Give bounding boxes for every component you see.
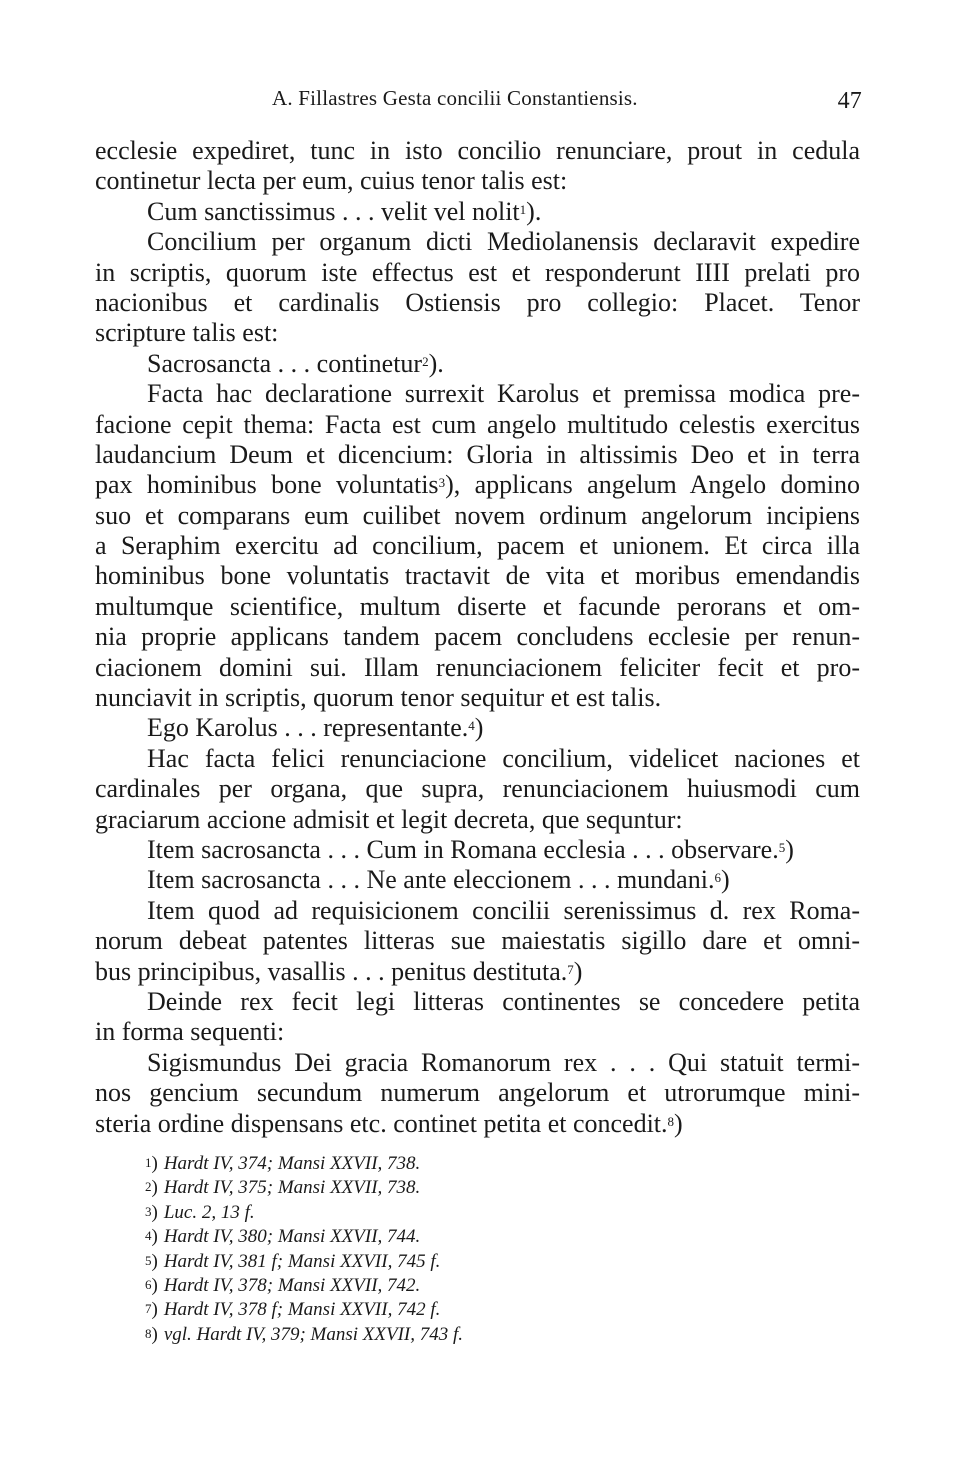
text-line-content: Item sacrosancta . . . Ne ante eleccionem . . . mundani.	[147, 865, 715, 895]
text-line	[95, 713, 860, 743]
text-line-content: norum debeat patentes litteras sue maiestatis sigillo dare et omni-	[95, 926, 860, 956]
text-line	[95, 653, 860, 683]
footnote-mark: 4	[145, 1228, 152, 1244]
text-line	[95, 896, 860, 926]
footnote-reference: 5	[778, 839, 786, 855]
footnote-reference: 3	[438, 475, 446, 491]
text-line-content: ecclesie expediret, tunc in isto concilio renunciare, prout in cedula	[95, 136, 860, 165]
text-line-content: nacionibus et cardinalis Ostiensis pro collegio: Placet. Tenor	[95, 287, 860, 317]
text-line-content: Ego Karolus . . . representante.	[147, 713, 469, 743]
text-line-tail: )	[720, 865, 730, 895]
footnote-paren: )	[151, 1323, 158, 1345]
footnote	[145, 1152, 745, 1176]
text-line-content: Hac facta felici renunciacione concilium, videlicet naciones et	[147, 743, 860, 773]
footnote-reference: 8	[667, 1113, 675, 1129]
footnote	[145, 1176, 745, 1200]
footnote-text: Hardt IV, 375; Mansi XXVII, 738.	[163, 1177, 421, 1199]
running-title: A. Fillastres Gesta concilii Constantiensis.	[272, 86, 638, 110]
text-line	[95, 410, 860, 440]
footnote-paren: )	[151, 1250, 158, 1272]
text-line	[95, 440, 860, 470]
body-text	[95, 136, 860, 1139]
footnotes	[145, 1152, 745, 1347]
text-line	[95, 774, 860, 804]
footnote-text: vgl. Hardt IV, 379; Mansi XXVII, 743 f.	[163, 1323, 464, 1345]
text-line	[95, 379, 860, 409]
text-line-content: scripture talis est:	[95, 318, 279, 348]
text-line	[95, 288, 860, 318]
footnote-text: Hardt IV, 381 f; Mansi XXVII, 745 f.	[163, 1250, 441, 1272]
text-line	[95, 197, 860, 227]
text-line-tail: )	[573, 956, 583, 986]
footnote	[145, 1201, 745, 1225]
footnote-text: Hardt IV, 374; Mansi XXVII, 738.	[163, 1153, 421, 1174]
text-line-content: continetur lecta per eum, cuius tenor talis est:	[95, 166, 568, 196]
footnote-text: Hardt IV, 378 f; Mansi XXVII, 742 f.	[163, 1299, 441, 1321]
text-line	[95, 349, 860, 379]
text-line-content: graciarum accione admisit et legit decreta, que sequntur:	[95, 804, 683, 834]
text-line-tail: )	[674, 1108, 683, 1138]
footnote-paren: )	[151, 1275, 158, 1297]
footnote	[145, 1298, 745, 1322]
text-line	[95, 501, 860, 531]
footnote-mark: 6	[145, 1277, 152, 1293]
footnote-text: Hardt IV, 380; Mansi XXVII, 744.	[163, 1226, 421, 1248]
text-line-content: suo et comparans eum cuilibet novem ordinum angelorum incipiens	[95, 500, 860, 530]
footnote-mark: 3	[145, 1203, 152, 1219]
text-line	[95, 318, 860, 348]
text-line-content: pax hominibus bone voluntatis	[95, 470, 439, 500]
text-line-content: Concilium per organum dicti Mediolanensis declaravit expedire	[147, 227, 860, 257]
footnote-mark: 7	[145, 1301, 152, 1317]
text-line-content: Deinde rex fecit legi litteras continentes se concedere petita	[147, 986, 860, 1016]
text-line-content: in forma sequenti:	[95, 1017, 285, 1047]
text-line	[95, 865, 860, 895]
text-line	[95, 1017, 860, 1047]
footnote-reference: 1	[519, 201, 527, 217]
text-line	[95, 1078, 860, 1108]
text-line-tail: ), applicans angelum Angelo domino	[445, 470, 860, 500]
text-line-content: in scriptis, quorum iste effectus est et responderunt IIII prelati pro	[95, 257, 860, 287]
text-line-content: Cum sanctissimus . . . velit vel nolit	[147, 196, 520, 226]
text-line-content: a Seraphim exercitu ad concilium, pacem et unionem. Et circa illa	[95, 531, 860, 561]
footnote-mark: 1	[145, 1155, 152, 1170]
text-line-content: Sigismundus Dei gracia Romanorum rex . . . Qui statuit termi-	[147, 1047, 860, 1077]
text-line-content: nos gencium secundum numerum angelorum et utrorumque mini-	[95, 1078, 860, 1108]
text-line	[95, 835, 860, 865]
text-line	[95, 258, 860, 288]
text-line	[95, 1048, 860, 1078]
text-line	[95, 744, 860, 774]
text-line-content: Facta hac declaratione surrexit Karolus et premissa modica pre-	[147, 379, 860, 409]
footnote-reference: 2	[422, 353, 429, 369]
footnote-paren: )	[151, 1153, 158, 1174]
text-line-content: ciacionem domini sui. Illam renunciacionem feliciter fecit et pro-	[95, 652, 860, 682]
text-line	[95, 957, 860, 987]
text-line-content: multumque scientifice, multum diserte et facunde perorans et om-	[95, 591, 860, 621]
footnote	[145, 1274, 745, 1298]
footnote-paren: )	[151, 1177, 158, 1199]
text-line	[95, 227, 860, 257]
footnote	[145, 1225, 745, 1249]
text-line	[95, 470, 860, 500]
text-line-content: bus principibus, vasallis . . . penitus destituta.	[95, 956, 568, 986]
text-line-content: Item sacrosancta . . . Cum in Romana ecclesia . . . observare.	[147, 834, 779, 864]
text-line-content: facione cepit thema: Facta est cum angelo multitudo celestis exercitus	[95, 409, 860, 439]
footnote-reference: 7	[567, 961, 574, 977]
text-line-content: Item quod ad requisicionem concilii serenissimus d. rex Roma-	[147, 895, 860, 925]
text-line-tail: ).	[526, 196, 542, 226]
text-line-tail: ).	[428, 348, 444, 378]
footnote-paren: )	[151, 1299, 158, 1321]
footnote-paren: )	[151, 1201, 158, 1223]
text-line	[95, 561, 860, 591]
footnote-paren: )	[151, 1226, 158, 1248]
footnote-mark: 5	[145, 1252, 152, 1268]
text-line-content: Sacrosancta . . . continetur	[147, 348, 423, 378]
text-line	[95, 166, 860, 196]
footnote-text: Luc. 2, 13 f.	[163, 1201, 255, 1223]
footnote-reference: 4	[468, 718, 475, 734]
text-line	[95, 683, 860, 713]
text-line-content: nia proprie applicans tandem pacem concludens ecclesie per renun-	[95, 622, 860, 652]
text-line	[95, 926, 860, 956]
footnote	[145, 1323, 745, 1347]
text-line-content: hominibus bone voluntatis tractavit de vita et moribus emendandis	[95, 561, 860, 591]
text-line-content: steria ordine dispensans etc. continet petita et concedit.	[95, 1108, 668, 1138]
text-line	[95, 805, 860, 835]
text-line	[95, 592, 860, 622]
text-line	[95, 622, 860, 652]
text-line-tail: )	[785, 834, 794, 864]
footnote-text: Hardt IV, 378; Mansi XXVII, 742.	[163, 1275, 421, 1297]
footnote-reference: 6	[714, 870, 721, 886]
text-line-content: nunciavit in scriptis, quorum tenor sequitur et est talis.	[95, 683, 662, 713]
text-line-content: cardinales per organa, que supra, renunciacionem huiusmodi cum	[95, 774, 860, 804]
text-line-content: laudancium Deum et dicencium: Gloria in altissimis Deo et in terra	[95, 439, 860, 469]
text-line-tail: )	[474, 713, 484, 743]
footnote	[145, 1250, 745, 1274]
text-line	[95, 987, 860, 1017]
page-number: 47	[837, 88, 862, 114]
footnote-mark: 8	[145, 1325, 152, 1341]
text-line	[95, 1109, 860, 1139]
footnote-mark: 2	[145, 1179, 152, 1195]
text-line	[95, 531, 860, 561]
text-line	[95, 136, 860, 166]
